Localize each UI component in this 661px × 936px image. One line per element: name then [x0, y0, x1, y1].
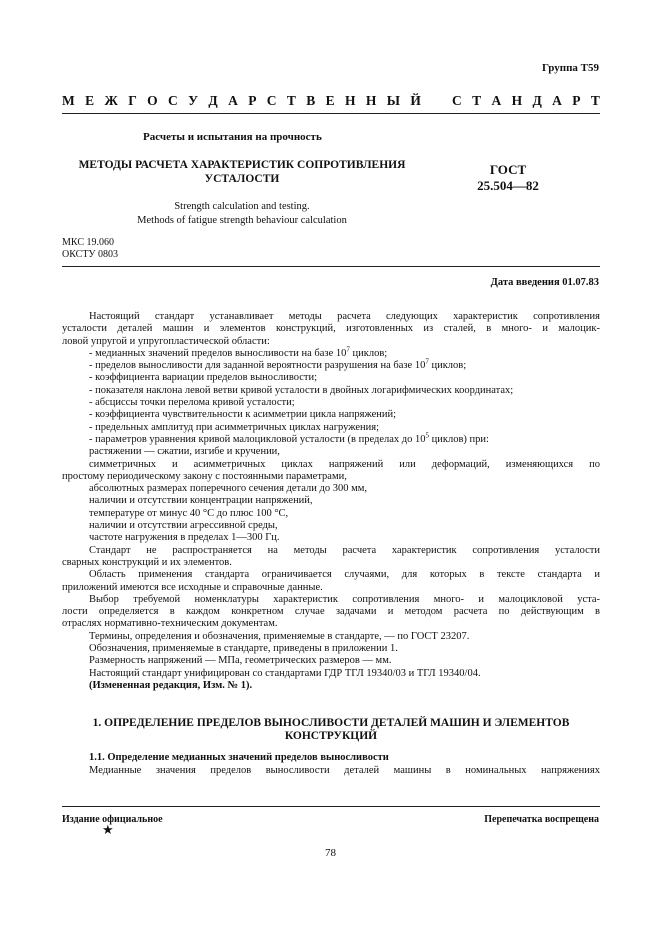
classification-codes: [62, 237, 118, 260]
banner-letter: Е: [85, 93, 95, 108]
condition-item: наличии и отсутствии агрессивной среды,: [89, 520, 278, 532]
bullet-item: - показателя наклона левой ветви кривой усталости в двойных логарифмических координатах;: [89, 384, 514, 396]
condition-item: простому периодическому закону с постоянными параметрами,: [62, 470, 347, 482]
gost-number: [458, 162, 558, 194]
document-title: [62, 158, 422, 186]
banner-letter: Т: [472, 93, 482, 108]
gost-code: 25.504—82: [477, 178, 539, 193]
paragraph-line: Настоящий стандарт устанавливает методы расчета следующих характеристик сопротивления: [89, 311, 600, 322]
amendment-note: (Измененная редакция, Изм. № 1).: [89, 679, 253, 691]
condition-item: наличии и отсутствии концентрации напряжений,: [89, 495, 313, 507]
banner-letter: А: [491, 93, 502, 108]
banner-letter: Е: [325, 93, 335, 108]
banner-letter: Й: [410, 93, 421, 108]
bullet-item: - предельных амплитуд при асимметричных циклах нагружения;: [89, 421, 379, 433]
banner-letter: А: [552, 93, 562, 108]
title-line-2: УСТАЛОСТИ: [204, 173, 280, 185]
banner-letter: У: [188, 93, 199, 108]
okstu-code: ОКСТУ 0803: [62, 248, 119, 260]
banner-letter: Ы: [386, 93, 401, 108]
category-heading: Расчеты и испытания на прочность: [143, 131, 322, 143]
footer-rule: [62, 806, 600, 807]
english-title-line-1: Strength calculation and testing.: [174, 201, 310, 212]
paragraph-line: приложений имеются все исходные и справочные данные.: [62, 581, 323, 593]
paragraph-line: отраслях нормативно-техническим документам.: [62, 618, 278, 630]
banner-letter: Т: [286, 93, 296, 108]
paragraph-line: Обозначения, применяемые в стандарте, приведены в приложении 1.: [89, 643, 398, 655]
banner-letter: Р: [248, 93, 257, 108]
header-rule: [62, 266, 600, 267]
bullet-item: - абсциссы точки перелома кривой усталости;: [89, 397, 295, 409]
bullet-text: - пределов выносливости для заданной вероятности разрушения на базе 10: [89, 360, 426, 372]
paragraph-line: Размерность напряжений — МПа, геометрических размеров — мм.: [89, 655, 392, 667]
mks-code: МКС 19.060: [62, 237, 114, 248]
bullet-text: циклов) при:: [428, 433, 489, 445]
bullet-text: - параметров уравнения кривой малоцикловой усталости (в пределах до 10: [89, 433, 426, 445]
banner-letter: Т: [590, 93, 600, 108]
banner-letter: Н: [345, 93, 356, 108]
section-heading-line-1: 1. ОПРЕДЕЛЕНИЕ ПРЕДЕЛОВ ВЫНОСЛИВОСТИ ДЕТАЛЕЙ МАШИН И ЭЛЕМЕНТОВ: [92, 717, 570, 729]
gost-label: ГОСТ: [489, 162, 527, 177]
paragraph-line: Область применения стандарта ограничивается случаями, для которых в тексте стандарта и: [89, 569, 600, 581]
bullet-item: - коэффициента вариации пределов выносливости;: [89, 372, 318, 384]
paragraph-line: Настоящий стандарт унифицирован со стандартами ГДР ТГЛ 19340/03 и ТГЛ 19340/04.: [89, 667, 481, 679]
star-icon: ★: [102, 822, 114, 837]
superscript: 5: [425, 431, 429, 440]
banner-letter: М: [62, 93, 75, 108]
paragraph-line: Медианные значения пределов выносливости деталей машины в номинальных напряжениях: [89, 765, 600, 776]
bullet-item: [89, 345, 600, 360]
paragraph-line: сварных конструкций и их элементов.: [62, 556, 232, 568]
banner-letter: Р: [572, 93, 581, 108]
superscript: 7: [346, 345, 350, 354]
group-code: Группа Т59: [541, 62, 599, 74]
condition-item: симметричных и асимметричных циклах напряжений или деформаций, изменяющихся по: [89, 458, 600, 470]
banner-letter: С: [266, 93, 277, 108]
condition-item: частоте нагружения в пределах 1—300 Гц.: [89, 532, 280, 544]
section-heading-line-2: КОНСТРУКЦИЙ: [284, 730, 378, 742]
paragraph-line: усталости деталей машин и элементов конструкций, изготовленных из сталей, в много- и малоцик-: [62, 323, 600, 335]
superscript: 7: [425, 357, 429, 366]
paragraph-line: лости определяется в каждом конкретном случае задачами и методом расчета по действующим в: [62, 606, 600, 618]
paragraph-line: Термины, определения и обозначения, применяемые в стандарте, — по ГОСТ 23207.: [89, 630, 470, 642]
banner-letter: Ж: [104, 93, 118, 108]
banner-rule: [62, 113, 600, 114]
reprint-prohibited-label: Перепечатка воспрещена: [484, 814, 599, 825]
banner-letter: С: [452, 93, 462, 108]
banner-letter: О: [147, 93, 158, 108]
english-title: [62, 200, 422, 228]
bullet-item: - коэффициента чувствительности к асимметрии цикла напряжений;: [89, 409, 397, 421]
banner-letter: В: [306, 93, 316, 108]
condition-item: абсолютных размерах поперечного сечения детали до 300 мм,: [89, 483, 368, 495]
banner-letter: Н: [511, 93, 523, 108]
paragraph-line: Выбор требуемой номенклатуры характеристик сопротивления много- и малоцикловой уста-: [89, 593, 600, 605]
banner-letter: Г: [128, 93, 137, 108]
paragraph-line: ловой упругой и упругопластической области:: [62, 335, 270, 347]
banner-letter: С: [168, 93, 178, 108]
condition-item: температуре от минус 40 °С до плюс 100 °С,: [89, 507, 289, 519]
banner-letter: А: [228, 93, 238, 108]
condition-item: растяжении — сжатии, изгибе и кручении,: [89, 446, 280, 458]
bullet-item: [89, 431, 600, 446]
introduction-date: Дата введения 01.07.83: [490, 277, 599, 288]
title-line-1: МЕТОДЫ РАСЧЕТА ХАРАКТЕРИСТИК СОПРОТИВЛЕНИЯ: [78, 159, 406, 171]
body-text: [62, 311, 600, 692]
bullet-text: - медианных значений пределов выносливости на базе 10: [89, 347, 347, 359]
paragraph-line: Стандарт не распространяется на методы расчета характеристик сопротивления усталости: [89, 544, 600, 556]
banner-letter: Н: [365, 93, 377, 108]
english-title-line-2: Methods of fatigue strength behaviour calculation: [137, 215, 347, 226]
bullet-text: циклов;: [349, 347, 388, 359]
subsection-heading: 1.1. Определение медианных значений пределов выносливости: [89, 752, 389, 763]
banner-letter: Д: [208, 93, 218, 108]
bullet-item: [89, 357, 600, 372]
banner-letter: Д: [532, 93, 542, 108]
bullet-text: циклов;: [428, 360, 467, 372]
page-number: 78: [325, 847, 336, 859]
official-edition-label: Издание официальное: [62, 814, 163, 825]
section-heading: [62, 717, 600, 743]
standard-banner: [62, 93, 600, 109]
